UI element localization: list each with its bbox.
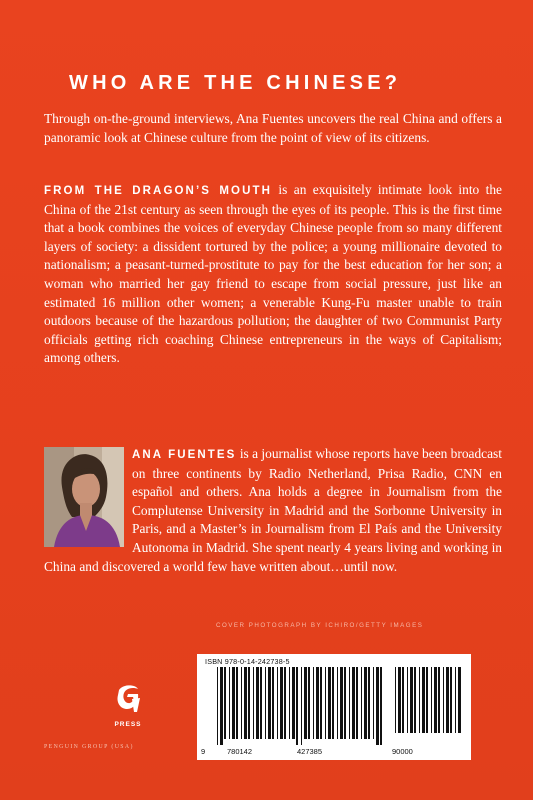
barcode-bar (229, 667, 230, 739)
barcode-bar (296, 667, 298, 745)
barcode-bar (398, 667, 401, 733)
barcode-bar (316, 667, 319, 739)
barcode-bar (265, 667, 266, 739)
barcode-bar (458, 667, 461, 733)
barcode-bar (368, 667, 370, 739)
barcode-bar (220, 667, 223, 745)
barcode-bar (277, 667, 278, 739)
barcode-bar (232, 667, 235, 739)
barcode-bar (349, 667, 350, 739)
author-bio-text: is a journalist whose reports have been broadcast on three continents by Radio Netherland, Prisa Radio, CNN en español and others. Ana holds a degree in Journalism from the Complutense University in Madrid and the Sorbonne University in Paris, and a Master’s in Journalism from El País and the University Autonoma in Madrid. She spent nearly 4 years living and working in China and discovered a world few have written about…until now. (44, 446, 502, 574)
barcode-bar (352, 667, 355, 739)
barcode-addon-digits: 90000 (392, 747, 413, 756)
barcode-digits-group1: 780142 (227, 747, 253, 756)
publisher-logo (104, 682, 152, 728)
barcode-bar (289, 667, 290, 739)
barcode-bar (344, 667, 346, 739)
barcode-bar (373, 667, 374, 739)
barcode-bar (332, 667, 334, 739)
barcode-bar (248, 667, 250, 739)
barcode-bar (434, 667, 437, 733)
barcode-bar (268, 667, 271, 739)
barcode-bar (244, 667, 247, 739)
publisher-logo-icon (113, 682, 143, 714)
barcode-bar (419, 667, 420, 733)
isbn-label: ISBN 978-0-14-242738-5 (205, 657, 290, 666)
barcode-bar (272, 667, 274, 739)
book-description-text: is an exquisitely intimate look into the China of the 21st century as seen through the eyes of its people. This is the first time that a book combines the voices of everyday Chinese people from so many different layers of society: a dissident tortured by the police; a young millionaire devoted to nationalism; a peasant-turned-prostitute to pay for the best education for her son; a woman who married her gay friend to escape from social pressure, just like an estimated 16 million other women; a venerable Kung-Fu master unable to train outdoors because of the hazardous pollution; the daughter of two Communist Party officials getting rich coaching Chinese entrepreneurs in the ways of Capitalism; among others. (44, 182, 502, 366)
barcode-bar (280, 667, 283, 739)
barcode-bar (217, 667, 218, 745)
barcode-bar (241, 667, 242, 739)
barcode-bar (443, 667, 444, 733)
press-label: PRESS (114, 721, 142, 728)
cover-photo-credit: COVER PHOTOGRAPH BY ICHIRO/GETTY IMAGES (216, 622, 424, 629)
barcode-bar (260, 667, 262, 739)
book-title: FROM THE DRAGON’S MOUTH (44, 185, 273, 197)
barcode-bar (340, 667, 343, 739)
barcode-bar (446, 667, 449, 733)
barcode-image (203, 667, 465, 747)
publisher-group: PENGUIN GROUP (USA) (44, 744, 134, 750)
barcode-bar (455, 667, 456, 733)
barcode-bar (337, 667, 338, 739)
author-name: ANA FUENTES (132, 449, 237, 461)
barcode-bar (320, 667, 322, 739)
barcode-bar (253, 667, 254, 739)
barcode-bar (356, 667, 358, 739)
photo-spacer (44, 445, 132, 547)
intro-paragraph: Through on-the-ground interviews, Ana Fuentes uncovers the real China and offers a panoramic look at Chinese culture from the point of view of its citizens. (44, 111, 502, 145)
barcode-bar (224, 667, 226, 739)
barcode-bar (361, 667, 362, 739)
barcode-bar (328, 667, 331, 739)
barcode-bar (292, 667, 295, 739)
barcode-bar (304, 667, 307, 739)
barcode-bar (414, 667, 416, 733)
author-bio-paragraph (44, 445, 502, 576)
barcode-bar (236, 667, 238, 739)
book-description-paragraph (44, 181, 502, 368)
barcode-bar (402, 667, 404, 733)
barcode-digits-group2: 427385 (297, 747, 323, 756)
barcode-bar (422, 667, 425, 733)
barcode-bar (325, 667, 326, 739)
headline: WHO ARE THE CHINESE? (69, 72, 402, 94)
barcode-bar (410, 667, 413, 733)
barcode-bar (256, 667, 259, 739)
barcode-bar (426, 667, 428, 733)
barcode-bar (431, 667, 432, 733)
barcode-bar (407, 667, 408, 733)
barcode-bar (308, 667, 310, 739)
barcode-bar (313, 667, 314, 739)
barcode-bar (395, 667, 396, 733)
barcode-bar (284, 667, 286, 739)
barcode-bar (450, 667, 452, 733)
barcode-bar (301, 667, 302, 745)
barcode-digit-first: 9 (201, 747, 206, 756)
barcode-bar (364, 667, 367, 739)
barcode-bar (380, 667, 382, 745)
barcode-bar (376, 667, 379, 745)
barcode-bar (438, 667, 440, 733)
barcode-panel (197, 654, 471, 760)
